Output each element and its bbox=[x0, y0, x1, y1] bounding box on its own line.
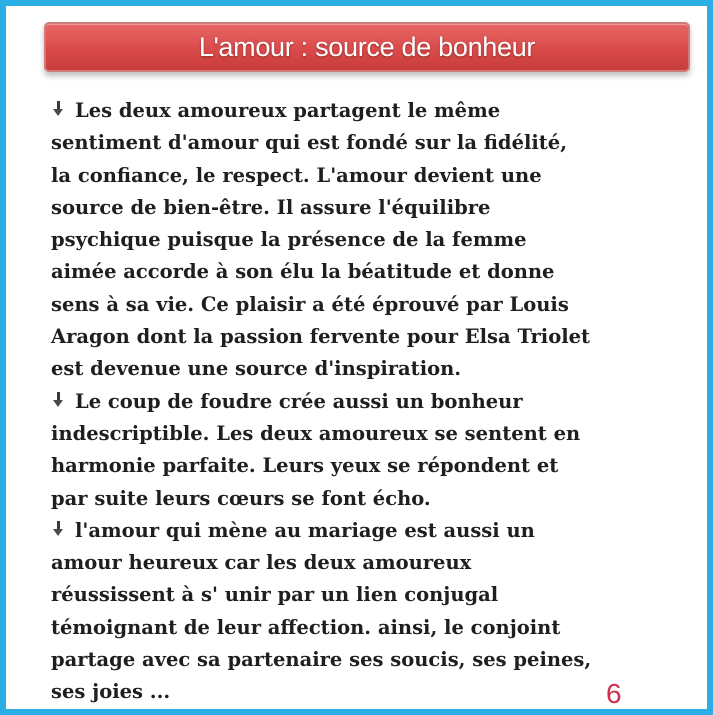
down-arrow-icon bbox=[51, 391, 65, 409]
text-line: est devenue une source d'inspiration. bbox=[51, 357, 462, 381]
text-line: ses joies ... bbox=[51, 680, 171, 704]
text-line: harmonie parfaite. Leurs yeux se répondent et bbox=[51, 454, 559, 478]
text-line: sens à sa vie. Ce plaisir a été éprouvé par Louis bbox=[51, 292, 569, 316]
paragraph-3 bbox=[51, 515, 701, 709]
text-line: amour heureux car les deux amoureux bbox=[51, 551, 472, 575]
text-line: sentiment d'amour qui est fondé sur la fidélité, bbox=[51, 131, 567, 155]
text-line: la confiance, le respect. L'amour devient une bbox=[51, 163, 542, 187]
line-text: Les deux amoureux partagent le même bbox=[75, 99, 501, 122]
paragraph-1 bbox=[51, 95, 701, 386]
paragraph-2 bbox=[51, 386, 701, 515]
down-arrow-icon bbox=[51, 520, 65, 538]
text-line: réussissent à s' unir par un lien conjugal bbox=[51, 583, 499, 607]
text-line: par suite leurs cœurs se font écho. bbox=[51, 486, 431, 510]
text-line: aimée accorde à son élu la béatitude et donne bbox=[51, 260, 555, 284]
text-line: témoignant de leur affection. ainsi, le conjoint bbox=[51, 615, 561, 639]
text-line: partage avec sa partenaire ses soucis, ses peines, bbox=[51, 648, 592, 672]
text-line: Aragon dont la passion fervente pour Elsa Triolet bbox=[51, 325, 591, 349]
page-number: 6 bbox=[606, 678, 622, 709]
text-line: source de bien-être. Il assure l'équilibre bbox=[51, 195, 491, 219]
text-line bbox=[51, 515, 701, 547]
title-banner bbox=[44, 22, 690, 72]
line-text: l'amour qui mène au mariage est aussi un bbox=[75, 518, 535, 542]
text-line: psychique puisque la présence de la femme bbox=[51, 228, 527, 252]
text-line bbox=[51, 95, 701, 127]
text-line: indescriptible. Les deux amoureux se sentent en bbox=[51, 421, 581, 445]
down-arrow-icon bbox=[51, 100, 65, 118]
line-text: Le coup de foudre crée aussi un bonheur bbox=[75, 389, 523, 413]
text-body bbox=[51, 95, 701, 709]
page-title: L'amour : source de bonheur bbox=[198, 31, 536, 62]
text-line bbox=[51, 386, 701, 418]
